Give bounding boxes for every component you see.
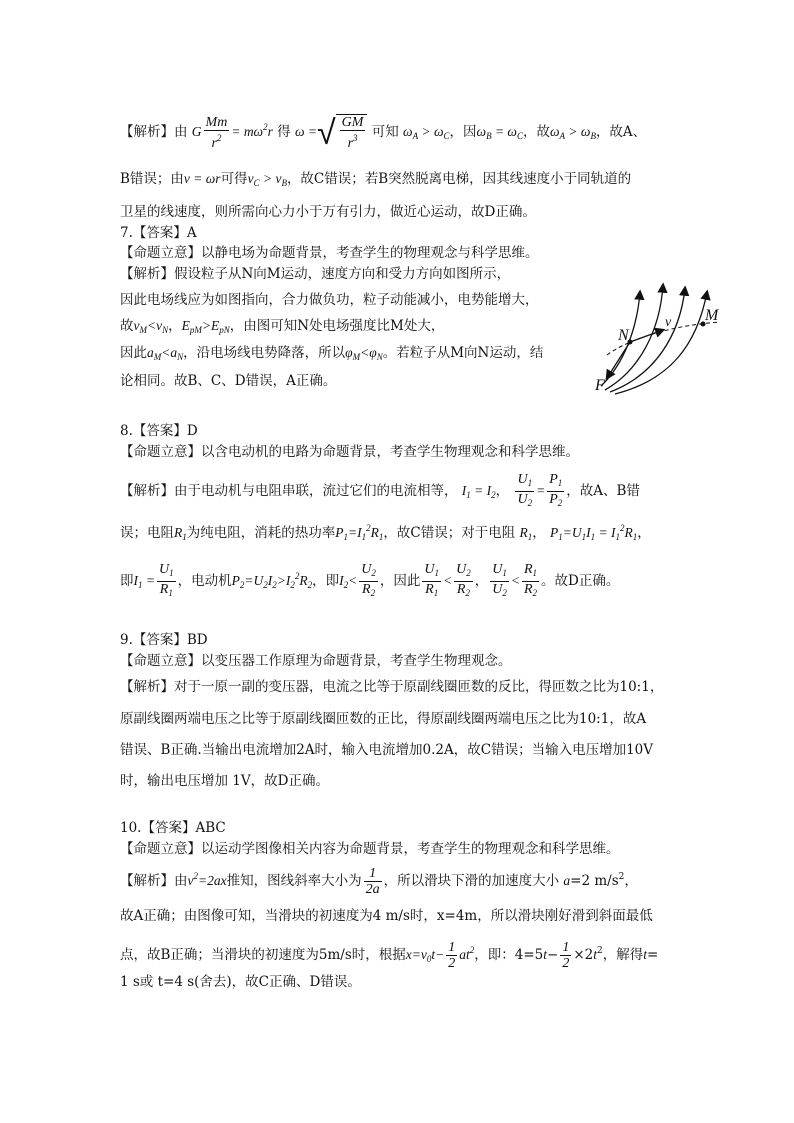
q9-analysis-line-2: 原副线圈两端电压之比等于原副线圈匝数的正比，得原副线圈两端电压之比为10:1，故A [120, 711, 647, 727]
q10-analysis-line-1: 【解析】由$v^2=2ax$推知，图线斜率大小为 $\frac{1}{2a}$ ，所以滑块下滑的加速度大小 a=2 $m/s^2$， [120, 866, 638, 897]
q6-analysis-line-2: B错误；由v = ωr可得$v_C > v_B$，故C错误；若B突然脱离电梯，因其线速度小于同轨道的 [120, 171, 632, 188]
q8-analysis-line-1: 【解析】由于电动机与电阻串联，流过它们的电流相等， $I_1 = I_2$， $\frac{U_1}{U_2}$ = $\frac{P_1}{P_2}$ ，故A、B错 [120, 472, 640, 508]
q9-intent: 【命题立意】以变压器工作原理为命题背景，考查学生物理观念。 [120, 653, 512, 669]
analysis-label: 【解析】 [120, 124, 174, 140]
q6-analysis-line-3: 卫星的线速度，则所需向心力小于万有引力，做近心运动，故D正确。 [120, 204, 536, 220]
label-v: v [665, 315, 672, 330]
q7-analysis-line-4: 因此$a_M<a_N$，沿电场线电势降落，所以$\varphi_M<\varphi_N$。若粒子从M向N运动，结 [120, 345, 544, 362]
velocity-arrow [630, 330, 663, 342]
label-F: F [595, 377, 605, 394]
q8-analysis-line-3: 即$I_1$ = $\frac{U_1}{R_1}$ ，电动机$P_2=U_2I_2>I_2^2R_2$，即$I_2<$ $\frac{U_2}{R_2}$ ，因此 $\frac{U_1}{R_1}$ < $\frac{U_2}{R_2}$ ， $\frac{U_1}{U_2}$ < $\frac{R_1}{R_2}$ 。故D正确。 [120, 562, 620, 598]
q10-analysis-line-4: 1 s或 t=4 s(舍去)，故C正确、D错误。 [120, 974, 361, 990]
q9-analysis-line-1: 【解析】对于一原一副的变压器，电流之比等于原副线圈匝数的反比，得匝数之比为10:1， [120, 679, 664, 695]
q10-analysis-line-2: 故A正确；由图像可知，当滑块的初速度为4 m/s时，x=4m，所以滑块刚好滑到斜面最低 [120, 908, 653, 924]
q7-analysis-line-1: 【解析】假设粒子从N向M运动，速度方向和受力方向如图所示， [120, 266, 511, 282]
q10-answer: 10.【答案】ABC [120, 820, 226, 836]
field-line [605, 285, 663, 390]
q7-analysis-line-3: 故$v_M<v_N$，$E_{pM}>E_{pN}$，由图可知N处电场强度比M处大， [120, 318, 445, 335]
q8-intent: 【命题立意】以含电动机的电路为命题背景，考查学生物理观念和科学思维。 [120, 444, 579, 460]
q9-analysis-line-3: 错误、B正确.当输出电流增加2A时，输入电流增加0.2A，故C错误；当输入电压增加10V [120, 742, 654, 758]
q6-analysis-line-1: 【解析】由 G $\frac{Mm}{r^2}$ = $m\omega^2r$ 得 ω = √ $\frac{GM}{r^3}$ 可知 $\omega_A > \omega_C$，因$\omega_B = \omega_C$，故$\omega_A > \omega_B$，故A、 [120, 112, 647, 153]
label-M: M [705, 307, 719, 324]
q7-analysis-line-5: 论相同。故B、C、D错误，A正确。 [120, 373, 337, 389]
q8-analysis-line-2: 误；电阻$R_1$为纯电阻，消耗的热功率$P_1=I_1^2R_1$，故C错误；对于电阻 $R_1$， $P_1=U_1I_1 = I_1^2R_1$， [120, 523, 651, 542]
q9-answer: 9.【答案】BD [120, 632, 208, 648]
q7-answer: 7.【答案】A [120, 225, 197, 241]
q7-intent: 【命题立意】以静电场为命题背景，考查学生的物理观念与科学思维。 [120, 245, 539, 261]
label-N: N [618, 327, 629, 344]
q8-answer: 8.【答案】D [120, 423, 198, 439]
q10-analysis-line-3: 点，故B正确；当滑块的初速度为5m/s时，根据$x=v_0t-$ $\frac{1}{2}$ $at^2$，即：4=5t− $\frac{1}{2}$ $\times 2t^2$，解得t= [120, 940, 659, 971]
q9-analysis-line-4: 时，输出电压增加 1V，故D正确。 [120, 773, 329, 789]
q7-analysis-line-2: 因此电场线应为如图指向，合力做负功，粒子动能减小，电势能增大， [120, 292, 539, 308]
q10-intent: 【命题立意】以运动学图像相关内容为命题背景，考查学生的物理观念和科学思维。 [120, 841, 620, 857]
electric-field-figure [585, 280, 725, 395]
